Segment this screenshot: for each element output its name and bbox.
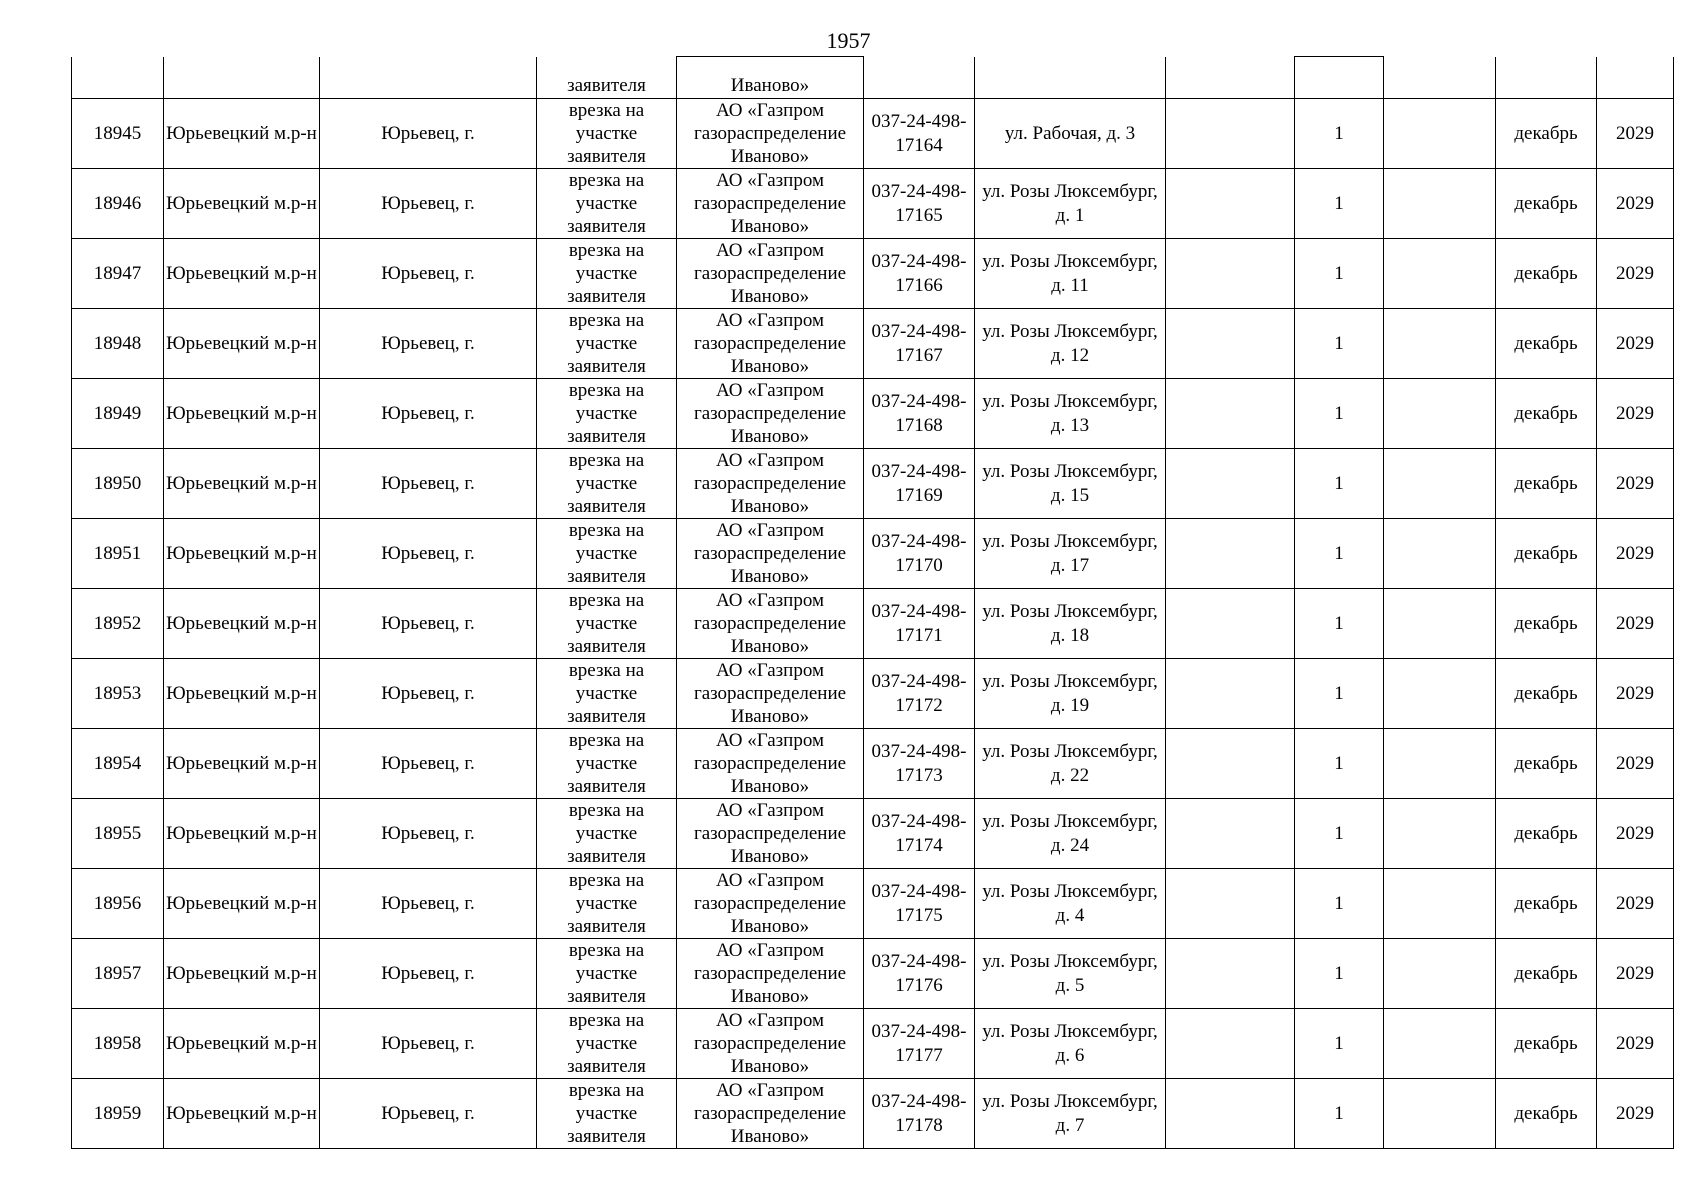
cell-city: Юрьевец, г. — [320, 99, 537, 169]
table-row — [72, 99, 1674, 169]
cell-extra-2 — [1384, 799, 1496, 869]
cell-extra-2 — [1384, 659, 1496, 729]
cell-district: Юрьевецкий м.р-н — [164, 379, 320, 449]
cell-extra-1 — [1166, 519, 1295, 589]
cell-num: 18954 — [72, 729, 164, 799]
table-body — [72, 57, 1674, 1149]
cell-city: Юрьевец, г. — [320, 659, 537, 729]
cell-district: Юрьевецкий м.р-н — [164, 519, 320, 589]
cell-month: декабрь — [1496, 99, 1597, 169]
cell-month: декабрь — [1496, 939, 1597, 1009]
cell-extra-1 — [1166, 729, 1295, 799]
cell-address: ул. Розы Люксембург, д. 6 — [975, 1009, 1166, 1079]
cell-extra-2 — [1384, 449, 1496, 519]
cell-qty: 1 — [1295, 659, 1384, 729]
cell-district: Юрьевецкий м.р-н — [164, 869, 320, 939]
cell-address: ул. Розы Люксембург, д. 12 — [975, 309, 1166, 379]
cell-district: Юрьевецкий м.р-н — [164, 449, 320, 519]
cell-operator: АО «Газпром газораспределение Иваново» — [677, 869, 864, 939]
cell-code: 037-24-498-17178 — [864, 1079, 975, 1149]
cell-qty: 1 — [1295, 869, 1384, 939]
cell-month: декабрь — [1496, 869, 1597, 939]
table-row — [72, 1009, 1674, 1079]
cell-qty: 1 — [1295, 729, 1384, 799]
cell-city: Юрьевец, г. — [320, 799, 537, 869]
cell-year: 2029 — [1597, 449, 1674, 519]
cell-qty: 1 — [1295, 519, 1384, 589]
cell-extra-1 — [1166, 99, 1295, 169]
cell-extra-1 — [1166, 939, 1295, 1009]
cell-district: Юрьевецкий м.р-н — [164, 99, 320, 169]
cell-year: 2029 — [1597, 869, 1674, 939]
cell-address: ул. Розы Люксембург, д. 11 — [975, 239, 1166, 309]
continuation-row — [72, 57, 1674, 99]
cell-work-type: врезка на участке заявителя — [537, 449, 677, 519]
cell-code: 037-24-498-17165 — [864, 169, 975, 239]
table-row — [72, 729, 1674, 799]
cell-code — [864, 57, 975, 99]
cell-operator: АО «Газпром газораспределение Иваново» — [677, 379, 864, 449]
cell-qty: 1 — [1295, 99, 1384, 169]
cell-extra-2 — [1384, 1079, 1496, 1149]
cell-num: 18955 — [72, 799, 164, 869]
cell-district: Юрьевецкий м.р-н — [164, 1079, 320, 1149]
cell-num: 18948 — [72, 309, 164, 379]
cell-code: 037-24-498-17174 — [864, 799, 975, 869]
cell-work-type: врезка на участке заявителя — [537, 589, 677, 659]
cell-qty: 1 — [1295, 939, 1384, 1009]
cell-code: 037-24-498-17167 — [864, 309, 975, 379]
cell-qty: 1 — [1295, 589, 1384, 659]
cell-work-type: врезка на участке заявителя — [537, 99, 677, 169]
cell-operator: АО «Газпром газораспределение Иваново» — [677, 589, 864, 659]
cell-year: 2029 — [1597, 729, 1674, 799]
cell-district: Юрьевецкий м.р-н — [164, 939, 320, 1009]
table-row — [72, 939, 1674, 1009]
cell-code: 037-24-498-17170 — [864, 519, 975, 589]
cell-code: 037-24-498-17169 — [864, 449, 975, 519]
cell-operator: Иваново» — [677, 57, 864, 99]
cell-operator: АО «Газпром газораспределение Иваново» — [677, 729, 864, 799]
cell-month: декабрь — [1496, 729, 1597, 799]
cell-address: ул. Розы Люксембург, д. 7 — [975, 1079, 1166, 1149]
cell-extra-1 — [1166, 309, 1295, 379]
cell-extra-1 — [1166, 379, 1295, 449]
page-number: 1957 — [826, 28, 871, 53]
cell-address: ул. Розы Люксембург, д. 18 — [975, 589, 1166, 659]
cell-work-type: врезка на участке заявителя — [537, 659, 677, 729]
cell-code: 037-24-498-17166 — [864, 239, 975, 309]
table-row — [72, 169, 1674, 239]
cell-year: 2029 — [1597, 939, 1674, 1009]
cell-num: 18959 — [72, 1079, 164, 1149]
cell-extra-1 — [1166, 449, 1295, 519]
cell-work-type: врезка на участке заявителя — [537, 729, 677, 799]
cell-year: 2029 — [1597, 589, 1674, 659]
cell-month: декабрь — [1496, 659, 1597, 729]
cell-num — [72, 57, 164, 99]
cell-qty: 1 — [1295, 449, 1384, 519]
cell-operator: АО «Газпром газораспределение Иваново» — [677, 449, 864, 519]
cell-month: декабрь — [1496, 589, 1597, 659]
cell-year: 2029 — [1597, 799, 1674, 869]
cell-city: Юрьевец, г. — [320, 869, 537, 939]
cell-operator: АО «Газпром газораспределение Иваново» — [677, 519, 864, 589]
cell-district: Юрьевецкий м.р-н — [164, 169, 320, 239]
table-row — [72, 309, 1674, 379]
cell-district: Юрьевецкий м.р-н — [164, 1009, 320, 1079]
cell-year: 2029 — [1597, 169, 1674, 239]
cell-num: 18952 — [72, 589, 164, 659]
cell-work-type: врезка на участке заявителя — [537, 519, 677, 589]
cell-operator: АО «Газпром газораспределение Иваново» — [677, 1009, 864, 1079]
cell-extra-1 — [1166, 1009, 1295, 1079]
cell-month: декабрь — [1496, 1009, 1597, 1079]
cell-code: 037-24-498-17172 — [864, 659, 975, 729]
cell-operator: АО «Газпром газораспределение Иваново» — [677, 99, 864, 169]
table-row — [72, 799, 1674, 869]
cell-num: 18953 — [72, 659, 164, 729]
cell-extra-1 — [1166, 169, 1295, 239]
cell-operator: АО «Газпром газораспределение Иваново» — [677, 1079, 864, 1149]
table-row — [72, 659, 1674, 729]
cell-city: Юрьевец, г. — [320, 729, 537, 799]
cell-extra-1 — [1166, 589, 1295, 659]
cell-month: декабрь — [1496, 1079, 1597, 1149]
cell-year: 2029 — [1597, 659, 1674, 729]
cell-year: 2029 — [1597, 1009, 1674, 1079]
registry-table — [71, 56, 1674, 1149]
cell-year: 2029 — [1597, 519, 1674, 589]
cell-district: Юрьевецкий м.р-н — [164, 309, 320, 379]
cell-code: 037-24-498-17164 — [864, 99, 975, 169]
cell-operator: АО «Газпром газораспределение Иваново» — [677, 939, 864, 1009]
cell-work-type: врезка на участке заявителя — [537, 169, 677, 239]
cell-num: 18956 — [72, 869, 164, 939]
cell-extra-1 — [1166, 1079, 1295, 1149]
cell-address — [975, 57, 1166, 99]
cell-extra-2 — [1384, 99, 1496, 169]
cell-num: 18951 — [72, 519, 164, 589]
cell-num: 18945 — [72, 99, 164, 169]
cell-extra-2 — [1384, 239, 1496, 309]
cell-num: 18950 — [72, 449, 164, 519]
cell-work-type: врезка на участке заявителя — [537, 869, 677, 939]
cell-year — [1597, 57, 1674, 99]
cell-work-type: врезка на участке заявителя — [537, 939, 677, 1009]
cell-city: Юрьевец, г. — [320, 309, 537, 379]
cell-extra-1 — [1166, 239, 1295, 309]
table-row — [72, 379, 1674, 449]
cell-month — [1496, 57, 1597, 99]
cell-work-type: врезка на участке заявителя — [537, 1079, 677, 1149]
cell-city — [320, 57, 537, 99]
cell-extra-2 — [1384, 309, 1496, 379]
cell-month: декабрь — [1496, 799, 1597, 869]
cell-month: декабрь — [1496, 519, 1597, 589]
cell-month: декабрь — [1496, 379, 1597, 449]
cell-work-type: врезка на участке заявителя — [537, 1009, 677, 1079]
cell-qty: 1 — [1295, 799, 1384, 869]
table-row — [72, 239, 1674, 309]
cell-extra-2 — [1384, 939, 1496, 1009]
cell-address: ул. Рабочая, д. 3 — [975, 99, 1166, 169]
cell-operator: АО «Газпром газораспределение Иваново» — [677, 239, 864, 309]
cell-code: 037-24-498-17176 — [864, 939, 975, 1009]
cell-month: декабрь — [1496, 309, 1597, 379]
cell-city: Юрьевец, г. — [320, 1009, 537, 1079]
cell-district: Юрьевецкий м.р-н — [164, 589, 320, 659]
cell-qty: 1 — [1295, 169, 1384, 239]
cell-district: Юрьевецкий м.р-н — [164, 659, 320, 729]
cell-work-type: врезка на участке заявителя — [537, 309, 677, 379]
cell-qty: 1 — [1295, 1079, 1384, 1149]
cell-code: 037-24-498-17168 — [864, 379, 975, 449]
cell-address: ул. Розы Люксембург, д. 15 — [975, 449, 1166, 519]
cell-extra-1 — [1166, 659, 1295, 729]
cell-address: ул. Розы Люксембург, д. 13 — [975, 379, 1166, 449]
cell-extra-1 — [1166, 799, 1295, 869]
cell-extra-2 — [1384, 379, 1496, 449]
cell-city: Юрьевец, г. — [320, 589, 537, 659]
table-row — [72, 589, 1674, 659]
cell-month: декабрь — [1496, 239, 1597, 309]
cell-qty: 1 — [1295, 239, 1384, 309]
cell-district: Юрьевецкий м.р-н — [164, 799, 320, 869]
cell-extra-1 — [1166, 57, 1295, 99]
cell-extra-2 — [1384, 1009, 1496, 1079]
cell-city: Юрьевец, г. — [320, 379, 537, 449]
cell-address: ул. Розы Люксембург, д. 17 — [975, 519, 1166, 589]
cell-city: Юрьевец, г. — [320, 169, 537, 239]
cell-year: 2029 — [1597, 309, 1674, 379]
cell-num: 18949 — [72, 379, 164, 449]
cell-qty: 1 — [1295, 309, 1384, 379]
cell-city: Юрьевец, г. — [320, 939, 537, 1009]
cell-num: 18946 — [72, 169, 164, 239]
cell-city: Юрьевец, г. — [320, 449, 537, 519]
cell-address: ул. Розы Люксембург, д. 19 — [975, 659, 1166, 729]
cell-operator: АО «Газпром газораспределение Иваново» — [677, 799, 864, 869]
cell-month: декабрь — [1496, 169, 1597, 239]
cell-code: 037-24-498-17177 — [864, 1009, 975, 1079]
cell-work-type: заявителя — [537, 57, 677, 99]
cell-num: 18958 — [72, 1009, 164, 1079]
cell-work-type: врезка на участке заявителя — [537, 239, 677, 309]
cell-district — [164, 57, 320, 99]
cell-year: 2029 — [1597, 99, 1674, 169]
cell-operator: АО «Газпром газораспределение Иваново» — [677, 309, 864, 379]
cell-year: 2029 — [1597, 379, 1674, 449]
cell-city: Юрьевец, г. — [320, 519, 537, 589]
cell-extra-2 — [1384, 869, 1496, 939]
cell-num: 18947 — [72, 239, 164, 309]
cell-year: 2029 — [1597, 239, 1674, 309]
cell-qty: 1 — [1295, 1009, 1384, 1079]
cell-qty: 1 — [1295, 379, 1384, 449]
cell-district: Юрьевецкий м.р-н — [164, 239, 320, 309]
cell-extra-2 — [1384, 729, 1496, 799]
cell-year: 2029 — [1597, 1079, 1674, 1149]
cell-extra-2 — [1384, 169, 1496, 239]
cell-num: 18957 — [72, 939, 164, 1009]
cell-code: 037-24-498-17173 — [864, 729, 975, 799]
cell-city: Юрьевец, г. — [320, 239, 537, 309]
cell-month: декабрь — [1496, 449, 1597, 519]
cell-extra-2 — [1384, 519, 1496, 589]
cell-code: 037-24-498-17171 — [864, 589, 975, 659]
cell-extra-2 — [1384, 57, 1496, 99]
cell-address: ул. Розы Люксембург, д. 5 — [975, 939, 1166, 1009]
cell-extra-2 — [1384, 589, 1496, 659]
cell-city: Юрьевец, г. — [320, 1079, 537, 1149]
cell-district: Юрьевецкий м.р-н — [164, 729, 320, 799]
cell-code: 037-24-498-17175 — [864, 869, 975, 939]
cell-work-type: врезка на участке заявителя — [537, 799, 677, 869]
table-row — [72, 519, 1674, 589]
cell-address: ул. Розы Люксембург, д. 4 — [975, 869, 1166, 939]
cell-address: ул. Розы Люксембург, д. 24 — [975, 799, 1166, 869]
cell-qty — [1295, 57, 1384, 99]
table-row — [72, 869, 1674, 939]
cell-operator: АО «Газпром газораспределение Иваново» — [677, 169, 864, 239]
cell-address: ул. Розы Люксембург, д. 1 — [975, 169, 1166, 239]
cell-extra-1 — [1166, 869, 1295, 939]
cell-operator: АО «Газпром газораспределение Иваново» — [677, 659, 864, 729]
cell-address: ул. Розы Люксембург, д. 22 — [975, 729, 1166, 799]
table-row — [72, 1079, 1674, 1149]
cell-work-type: врезка на участке заявителя — [537, 379, 677, 449]
table-row — [72, 449, 1674, 519]
